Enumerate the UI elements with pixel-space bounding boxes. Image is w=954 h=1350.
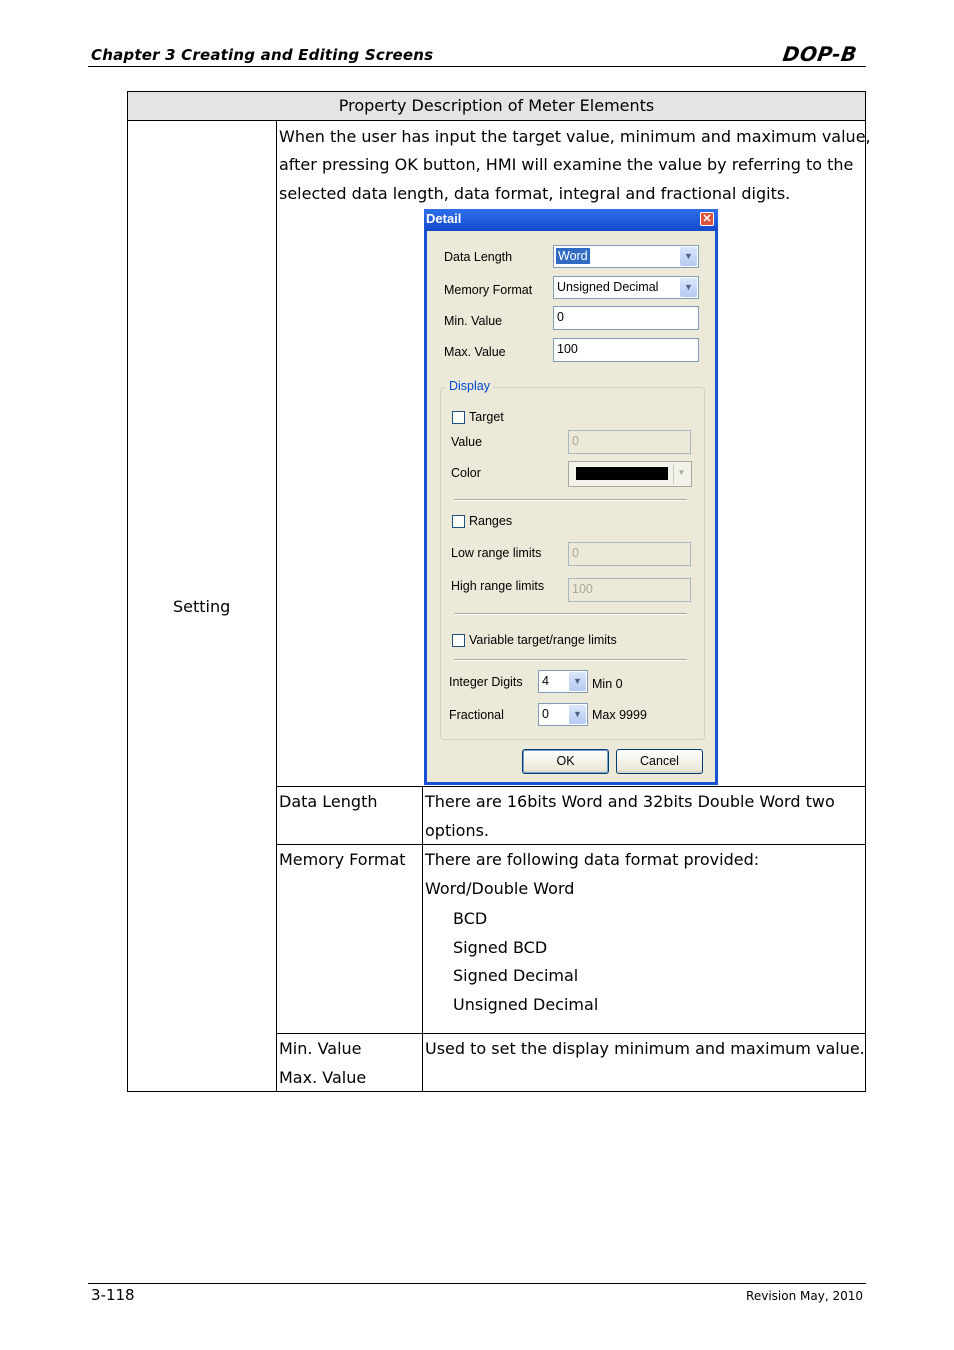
target-value-input[interactable]: 0 (568, 430, 691, 454)
dialog-title: Detail (426, 211, 462, 226)
fractional-label: Fractional (449, 708, 504, 722)
revision-date: Revision May, 2010 (746, 1289, 863, 1303)
setting-label: Setting (173, 597, 231, 616)
max-value-input[interactable]: 100 (553, 338, 699, 362)
table-border-left (127, 91, 128, 1092)
chevron-down-icon[interactable]: ▼ (569, 672, 586, 691)
chevron-down-icon[interactable]: ▼ (680, 247, 697, 266)
row-name-min-value: Min. Value (279, 1039, 362, 1058)
cancel-button[interactable]: Cancel (616, 749, 703, 774)
variable-limits-label: Variable target/range limits (469, 633, 617, 647)
format-item-bcd: BCD (453, 909, 488, 928)
color-label: Color (451, 466, 481, 480)
ok-button[interactable]: OK (522, 749, 609, 774)
dialog-titlebar (424, 209, 718, 231)
row-name-max-value: Max. Value (279, 1068, 367, 1087)
min-hint: Min 0 (592, 677, 623, 691)
integer-digits-selected: 4 (542, 674, 549, 688)
ranges-checkbox[interactable] (452, 515, 465, 528)
table-border-top (127, 91, 866, 92)
min-value-label: Min. Value (444, 314, 503, 328)
integer-digits-label: Integer Digits (449, 675, 523, 689)
detail-dialog (424, 209, 718, 785)
chevron-down-icon[interactable]: ▼ (569, 705, 586, 724)
memory-format-select[interactable] (553, 276, 699, 299)
fractional-select[interactable] (538, 703, 588, 726)
color-picker[interactable] (568, 461, 692, 487)
min-value-input[interactable]: 0 (553, 306, 699, 330)
row-desc-data-length-1: There are 16bits Word and 32bits Double Word two (425, 792, 835, 811)
intro-line-3: selected data length, data format, integral and fractional digits. (279, 184, 791, 203)
display-separator-3 (454, 659, 687, 661)
row-name-memory-format: Memory Format (279, 850, 406, 869)
value-label: Value (451, 435, 483, 449)
high-range-input[interactable]: 100 (568, 578, 691, 602)
memory-format-selected: Unsigned Decimal (557, 280, 659, 294)
format-item-signed-decimal: Signed Decimal (453, 966, 579, 985)
data-length-select[interactable] (553, 245, 699, 268)
target-label: Target (469, 410, 504, 424)
brand-logo: DOP-B (781, 42, 859, 66)
data-length-selected: Word (558, 249, 588, 263)
row-desc-data-length-2: options. (425, 821, 490, 840)
chevron-down-icon[interactable]: ▼ (680, 278, 697, 297)
dialog-body (427, 231, 715, 782)
low-range-label: Low range limits (451, 546, 542, 560)
chapter-title: Chapter 3 Creating and Editing Screens (91, 46, 434, 64)
table-border-right (865, 91, 866, 1092)
max-value-label: Max. Value (444, 345, 506, 359)
ranges-label: Ranges (469, 514, 513, 528)
header-rule (88, 66, 866, 67)
low-range-input[interactable]: 0 (568, 542, 691, 566)
display-group-title: Display (446, 379, 493, 393)
table-header-rule (127, 120, 866, 121)
name-column-divider (422, 786, 423, 1092)
table-border-bottom (127, 1091, 866, 1092)
row-desc-min-max: Used to set the display minimum and maximum value. (425, 1039, 865, 1058)
intro-line-2: after pressing OK button, HMI will examine the value by referring to the (279, 155, 854, 174)
format-item-signed-bcd: Signed BCD (453, 938, 548, 957)
page-number: 3-118 (91, 1286, 135, 1304)
high-range-label: High range limits (451, 579, 545, 593)
row-name-data-length: Data Length (279, 792, 378, 811)
variable-limits-checkbox[interactable] (452, 634, 465, 647)
integer-digits-select[interactable] (538, 670, 588, 693)
max-hint: Max 9999 (592, 708, 647, 722)
intro-line-1: When the user has input the target value, minimum and maximum value, (279, 127, 871, 146)
chevron-down-icon[interactable]: ▼ (673, 464, 689, 484)
data-length-label: Data Length (444, 250, 513, 264)
footer-rule (88, 1283, 866, 1284)
format-item-unsigned-decimal: Unsigned Decimal (453, 995, 599, 1014)
table-title: Property Description of Meter Elements (128, 92, 865, 120)
fractional-selected: 0 (542, 707, 549, 721)
row-desc-memory-format-1: There are following data format provided: (425, 850, 760, 869)
color-swatch (576, 467, 668, 480)
setting-column-divider (276, 120, 277, 1092)
display-separator-2 (454, 613, 687, 615)
close-icon[interactable]: ✕ (700, 212, 714, 226)
row-desc-memory-format-2: Word/Double Word (425, 879, 575, 898)
display-separator-1 (454, 499, 687, 501)
target-checkbox[interactable] (452, 411, 465, 424)
memory-format-label: Memory Format (444, 283, 533, 297)
